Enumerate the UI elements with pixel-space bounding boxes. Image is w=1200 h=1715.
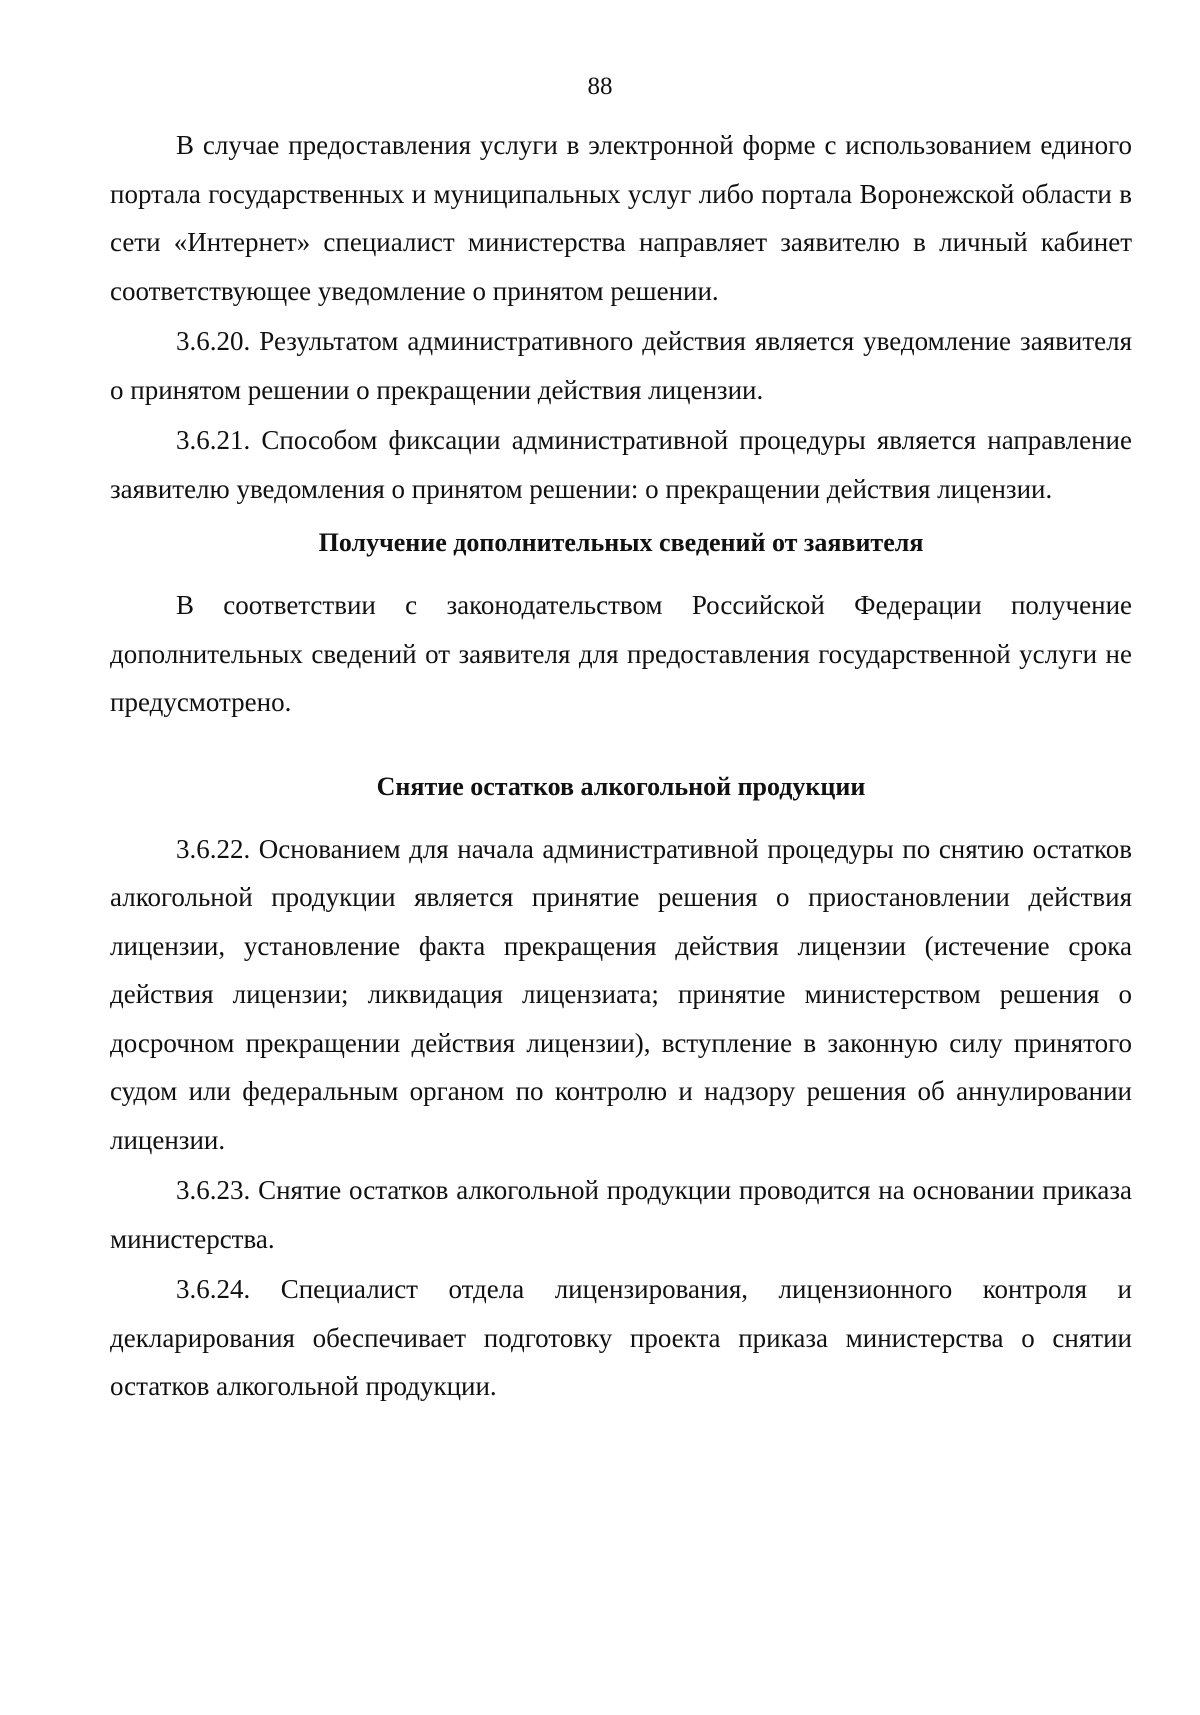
paragraph-3-6-20: 3.6.20. Результатом административного действия является уведомление заявителя о принятом решении о прекращении действия лицензии. (110, 326, 1132, 405)
section-heading-alcohol-stock: Снятие остатков алкогольной продукции (376, 771, 866, 801)
paragraph-additional-info: В соответствии с законодательством Российской Федерации получение дополнительных сведений от заявителя для предоставления государственной услуги не предусмотрено. (110, 590, 1132, 717)
paragraph-3-6-21: 3.6.21. Способом фиксации административной процедуры является направление заявителю уведомления о принятом решении: о прекращении действия лицензии. (110, 425, 1132, 504)
paragraph-3-6-22: 3.6.22. Основанием для начала административной процедуры по снятию остатков алкогольной продукции является принятие решения о приостановлении действия лицензии, установление факта прекращения действия лицензии (истечение срока действия лицензии; ликвидация лицензиата; принятие министерством решения о досрочном прекращении действия лицензии), вступление в законную силу принятого судом или федеральным органом по контролю и надзору решения об аннулировании лицензии. (110, 833, 1132, 1155)
paragraph-3-6-23: 3.6.23. Снятие остатков алкогольной продукции проводится на основании приказа министерства. (110, 1175, 1132, 1254)
page-content (110, 121, 1132, 1411)
page-number: 88 (587, 73, 613, 100)
section-heading-additional-info: Получение дополнительных сведений от заявителя (318, 528, 924, 557)
paragraph-electronic-notification: В случае предоставления услуги в электронной форме с использованием единого портала государственных и муниципальных услуг либо портала Воронежской области в сети «Интернет» специалист министерства направляет заявителю в личный кабинет соответствующее уведомление о принятом решении. (110, 130, 1132, 306)
paragraph-3-6-24: 3.6.24. Специалист отдела лицензирования, лицензионного контроля и декларирования обеспечивает подготовку проекта приказа министерства о снятии остатков алкогольной продукции. (110, 1274, 1132, 1401)
